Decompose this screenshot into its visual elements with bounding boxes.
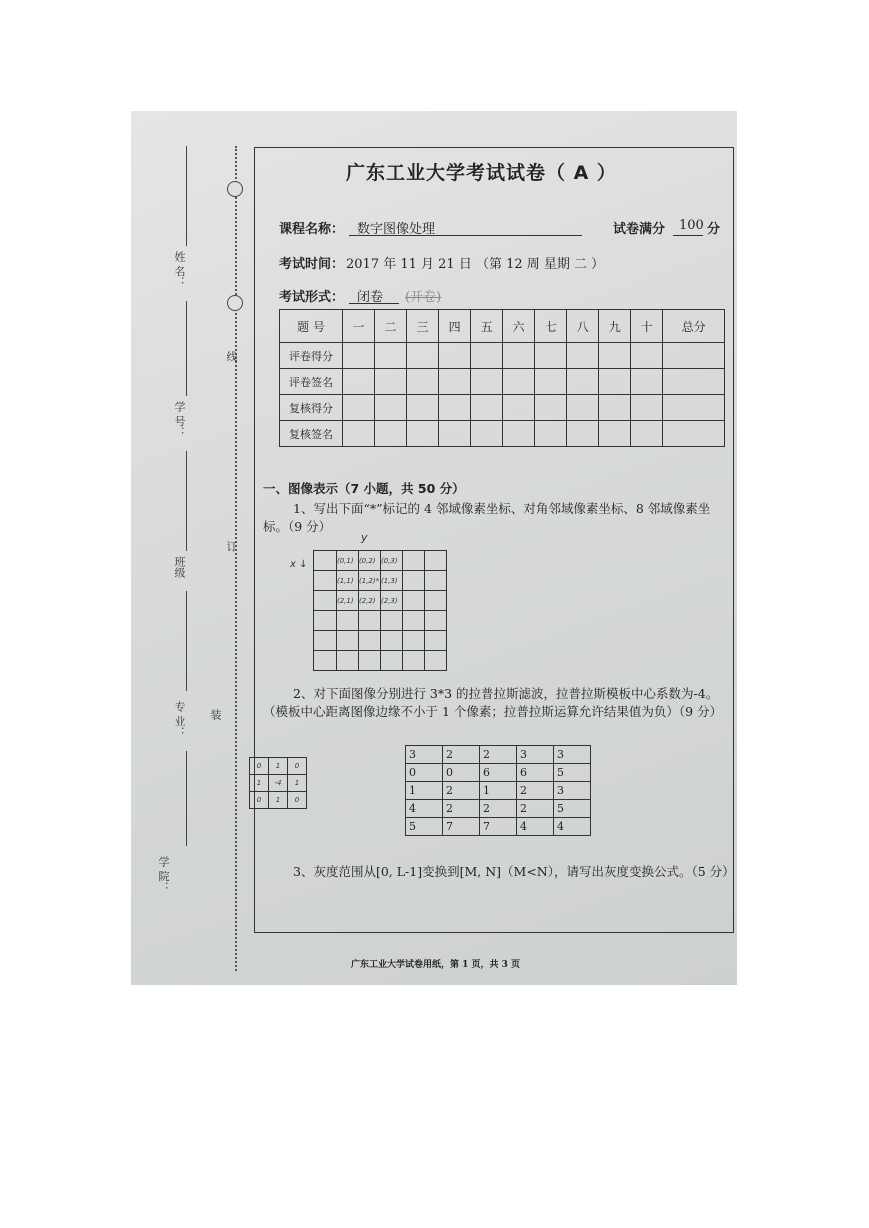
matrix-cell: 1 — [480, 782, 517, 800]
q1-hand-cell: (0,2) — [359, 551, 381, 571]
exam-form-value: 闭卷 — [357, 290, 384, 305]
score-header-cell: 六 — [503, 310, 535, 343]
full-score-underline — [673, 235, 703, 236]
binding-mark-order: 订 — [225, 541, 238, 552]
full-score-unit: 分 — [707, 222, 721, 237]
matrix-cell: 7 — [443, 818, 480, 836]
side-class-line-2 — [186, 591, 187, 691]
full-score-label: 试卷满分 — [613, 222, 666, 237]
matrix-cell: 3 — [406, 746, 443, 764]
matrix-cell: 0 — [443, 764, 480, 782]
matrix-cell: 2 — [443, 782, 480, 800]
score-header-cell: 九 — [599, 310, 631, 343]
exam-time-label: 考试时间： — [279, 257, 345, 272]
matrix-cell: 2 — [443, 800, 480, 818]
score-row-label: 评卷签名 — [280, 369, 343, 395]
score-header-cell: 三 — [407, 310, 439, 343]
matrix-cell: 2 — [480, 746, 517, 764]
exam-time-value: 2017 年 11 月 21 日 （第 12 周 星期 二 ） — [346, 257, 605, 272]
side-id-line — [186, 301, 187, 396]
score-table-row — [280, 343, 725, 369]
course-label: 课程名称： — [279, 222, 345, 237]
q1-pixel-grid — [313, 550, 447, 671]
question-3-text: 3、灰度范围从[0, L-1]变换到[M, N]（M<N），请写出灰度变换公式。（5 分） — [293, 864, 735, 879]
binding-dotted-line — [235, 146, 237, 971]
side-name-line — [186, 146, 187, 246]
q1-hand-cell: (2,2) — [359, 591, 381, 611]
score-header-cell: 二 — [375, 310, 407, 343]
exam-form-label: 考试形式： — [279, 290, 345, 305]
score-header-cell: 四 — [439, 310, 471, 343]
binding-hole-1 — [227, 181, 243, 197]
matrix-cell: 3 — [554, 746, 591, 764]
q2-kernel-cell: 1 — [269, 792, 288, 809]
q1-hand-x-axis: x ↓ — [290, 559, 308, 570]
q2-kernel-cell: 0 — [288, 792, 307, 809]
section-1-heading: 一、图像表示（7 小题，共 50 分） — [263, 481, 465, 496]
matrix-cell: 6 — [480, 764, 517, 782]
question-2-text: 2、对下面图像分别进行 3*3 的拉普拉斯滤波，拉普拉斯模板中心系数为-4。（模板中心距离图像边缘不小于 1 个像素；拉普拉斯运算允许结果值为负）（9 分） — [263, 686, 723, 719]
score-header-cell: 一 — [343, 310, 375, 343]
exam-title: 广东工业大学考试试卷（ A ） — [346, 162, 617, 184]
matrix-cell: 0 — [406, 764, 443, 782]
q1-hand-cell: (1,3) — [381, 571, 403, 591]
score-table — [279, 309, 725, 447]
matrix-cell: 6 — [517, 764, 554, 782]
score-table-row — [280, 395, 725, 421]
matrix-cell: 2 — [517, 800, 554, 818]
score-table-row — [280, 369, 725, 395]
score-header-cell: 总分 — [663, 310, 725, 343]
matrix-cell: 5 — [554, 800, 591, 818]
q1-hand-cell: (0,1) — [337, 551, 359, 571]
q2-hand-kernel — [249, 757, 307, 809]
matrix-cell: 3 — [517, 746, 554, 764]
side-class-line — [186, 451, 187, 551]
score-header-cell: 七 — [535, 310, 567, 343]
q2-kernel-cell: 1 — [288, 775, 307, 792]
q1-hand-cell: (1,2)* — [359, 571, 381, 591]
matrix-cell: 3 — [554, 782, 591, 800]
q1-hand-cell: (2,1) — [337, 591, 359, 611]
course-underline — [349, 235, 582, 236]
q2-kernel-cell: -4 — [269, 775, 288, 792]
score-header-cell: 题 号 — [280, 310, 343, 343]
score-header-cell: 十 — [631, 310, 663, 343]
matrix-cell: 4 — [517, 818, 554, 836]
side-college-label: 学 院： — [157, 856, 170, 893]
q2-image-matrix — [405, 745, 591, 836]
matrix-cell: 2 — [517, 782, 554, 800]
score-table-row — [280, 421, 725, 447]
matrix-cell: 4 — [554, 818, 591, 836]
q1-hand-y-axis: y — [361, 531, 368, 544]
score-row-label: 复核签名 — [280, 421, 343, 447]
exam-form-struck: (开卷) — [405, 290, 442, 305]
q2-kernel-cell: 0 — [250, 758, 269, 775]
binding-mark-bind: 装 — [209, 709, 222, 720]
score-table-header — [280, 310, 725, 343]
course-value: 数字图像处理 — [357, 222, 436, 237]
matrix-cell: 1 — [406, 782, 443, 800]
matrix-cell: 5 — [554, 764, 591, 782]
q2-kernel-cell: 0 — [250, 792, 269, 809]
q1-hand-cell: (2,3) — [381, 591, 403, 611]
score-row-label: 复核得分 — [280, 395, 343, 421]
exam-photo — [131, 111, 737, 985]
matrix-cell: 2 — [480, 800, 517, 818]
side-name-label: 姓 名： — [173, 251, 186, 288]
matrix-cell: 2 — [443, 746, 480, 764]
side-major-line — [186, 751, 187, 846]
matrix-cell: 7 — [480, 818, 517, 836]
score-row-label: 评卷得分 — [280, 343, 343, 369]
exam-form-underline — [349, 303, 399, 304]
q2-kernel-cell: 0 — [288, 758, 307, 775]
matrix-cell: 4 — [406, 800, 443, 818]
side-class-label: 班级 — [173, 556, 186, 578]
score-header-cell: 五 — [471, 310, 503, 343]
matrix-cell: 5 — [406, 818, 443, 836]
side-major-label: 专 业： — [173, 701, 186, 738]
score-header-cell: 八 — [567, 310, 599, 343]
binding-mark-line: 线 — [225, 351, 238, 362]
full-score-value: 100 — [679, 218, 704, 233]
side-id-label: 学 号： — [173, 401, 186, 438]
q2-kernel-cell: 1 — [250, 775, 269, 792]
binding-hole-2 — [227, 295, 243, 311]
q1-hand-cell: (0,3) — [381, 551, 403, 571]
page-footer: 广东工业大学试卷用纸，第 1 页，共 3 页 — [351, 960, 521, 970]
q2-kernel-cell: 1 — [269, 758, 288, 775]
question-1-text: 1、写出下面“*”标记的 4 邻域像素坐标、对角邻域像素坐标、8 邻域像素坐标。（9 分） — [263, 501, 711, 534]
q1-hand-cell: (1,1) — [337, 571, 359, 591]
